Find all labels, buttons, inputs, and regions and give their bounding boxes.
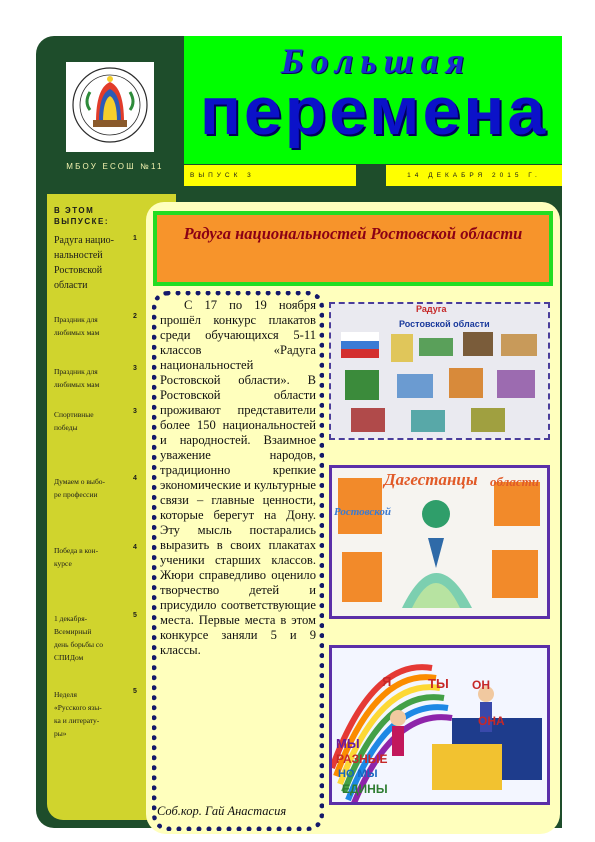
toc-item-line: Победа в кон- xyxy=(54,546,99,555)
article-body: С 17 по 19 ноября прошёл конкурс плакатов среди обучающихся 5-11 классов «Радуга национальностей Ростовской области». В Ростовской области проживают представители более 150 национальностей и народностей. Взаимное уважение народов, традиционно крепкие экономические и культурные связи – главные ценности, которые берегут на Дону. Эту мысль постарались выразить в своих плакатах ученики старших классов. Жюри справедливо оценило творчество детей и присудило соответствующие места. Первые места в этом конкурсе заняли 5 и 9 классы. xyxy=(160,298,316,657)
toc-item-line: курсе xyxy=(54,559,72,568)
poster-3-word-5: МЫ xyxy=(336,736,360,751)
toc-page-4: 3 xyxy=(133,408,137,415)
toc-item-line: Радуга нацио- xyxy=(54,235,114,246)
toc-item-line: СПИДом xyxy=(54,653,84,662)
toc-item-line: победы xyxy=(54,423,78,432)
poster-3-word-4: ОНА xyxy=(478,714,505,728)
poster-3-word-3: ОН xyxy=(472,678,490,692)
photo-poster-1 xyxy=(329,302,550,440)
toc-item-3[interactable] xyxy=(54,365,126,391)
toc-item-line: 1 декабря- xyxy=(54,614,88,623)
toc-item-1[interactable] xyxy=(54,233,126,293)
school-emblem-icon xyxy=(66,62,154,152)
toc-item-line: Спортивные xyxy=(54,410,94,419)
date-bar xyxy=(386,165,562,186)
poster-2-label-3: области xyxy=(490,474,539,489)
issue-number: ВЫПУСК 3 xyxy=(190,172,255,179)
issue-date: 14 ДЕКАБРЯ 2015 Г. xyxy=(407,172,541,179)
school-name: МБОУ ЕСОШ №11 xyxy=(66,162,164,171)
photo-poster-2 xyxy=(329,465,550,619)
toc-item-line: области xyxy=(54,280,88,291)
toc-item-4[interactable] xyxy=(54,408,126,434)
school-logo xyxy=(66,62,154,152)
poster-3-word-6: РАЗНЫЕ xyxy=(336,752,388,766)
poster-3-word-2: ТЫ xyxy=(428,676,449,691)
toc-page-6: 4 xyxy=(133,544,137,551)
toc-item-5[interactable] xyxy=(54,475,126,501)
toc-item-line: день борьбы со xyxy=(54,640,103,649)
toc-item-line: Думаем о выбо- xyxy=(54,477,106,486)
toc-item-line: Ростовской xyxy=(54,265,103,276)
toc-item-line: нальностей xyxy=(54,250,103,261)
article-text-box xyxy=(152,291,324,831)
toc-page-8: 5 xyxy=(133,688,137,695)
toc-item-line: любимых мам xyxy=(54,328,100,337)
toc-page-3: 3 xyxy=(133,365,137,372)
toc-item-line: Праздник для xyxy=(54,367,98,376)
toc-item-line: ры» xyxy=(54,729,67,738)
toc-item-line: «Русского язы- xyxy=(54,703,102,712)
toc-page-5: 4 xyxy=(133,475,137,482)
toc-item-8[interactable] xyxy=(54,688,126,740)
article-byline: Соб.кор. Гай Анастасия xyxy=(157,804,287,818)
poster-3-word-8: ЕДИНЫ xyxy=(342,782,388,796)
masthead-title-line-1: Большая xyxy=(280,41,472,81)
toc-item-2[interactable] xyxy=(54,313,126,339)
toc-heading-line-2: ВЫПУСКЕ: xyxy=(54,217,109,226)
toc-page-2: 2 xyxy=(133,313,137,320)
poster-2-label-1: Дагестанцы xyxy=(384,470,478,489)
toc-page-1: 1 xyxy=(133,235,137,242)
toc-heading-line-1: В ЭТОМ xyxy=(54,206,95,215)
toc-item-line: ка и литерату- xyxy=(54,716,100,725)
photo-poster-3 xyxy=(329,645,550,805)
toc-item-line: Праздник для xyxy=(54,315,98,324)
article-title: Радуга национальностей Ростовской области xyxy=(183,224,523,243)
toc-item-6[interactable] xyxy=(54,544,126,570)
poster-3-word-1: Я xyxy=(382,674,392,689)
toc-item-line: ре профессии xyxy=(54,490,98,499)
poster-3-word-7: НО МЫ xyxy=(338,768,378,780)
toc-item-line: любимых мам xyxy=(54,380,100,389)
poster-1-label-1: Радуга xyxy=(416,304,447,314)
toc-item-7[interactable] xyxy=(54,612,126,664)
poster-2-label-2: Ростовской xyxy=(334,506,392,518)
poster-1-label-2: Ростовской области xyxy=(399,319,490,329)
poster-2-image xyxy=(332,468,547,616)
issue-bar xyxy=(184,165,356,186)
toc-item-line: Неделя xyxy=(54,690,77,699)
toc-item-line: Всемирный xyxy=(54,627,92,636)
masthead-title-line-2: перемена xyxy=(199,73,549,149)
toc-page-7: 5 xyxy=(133,612,137,619)
